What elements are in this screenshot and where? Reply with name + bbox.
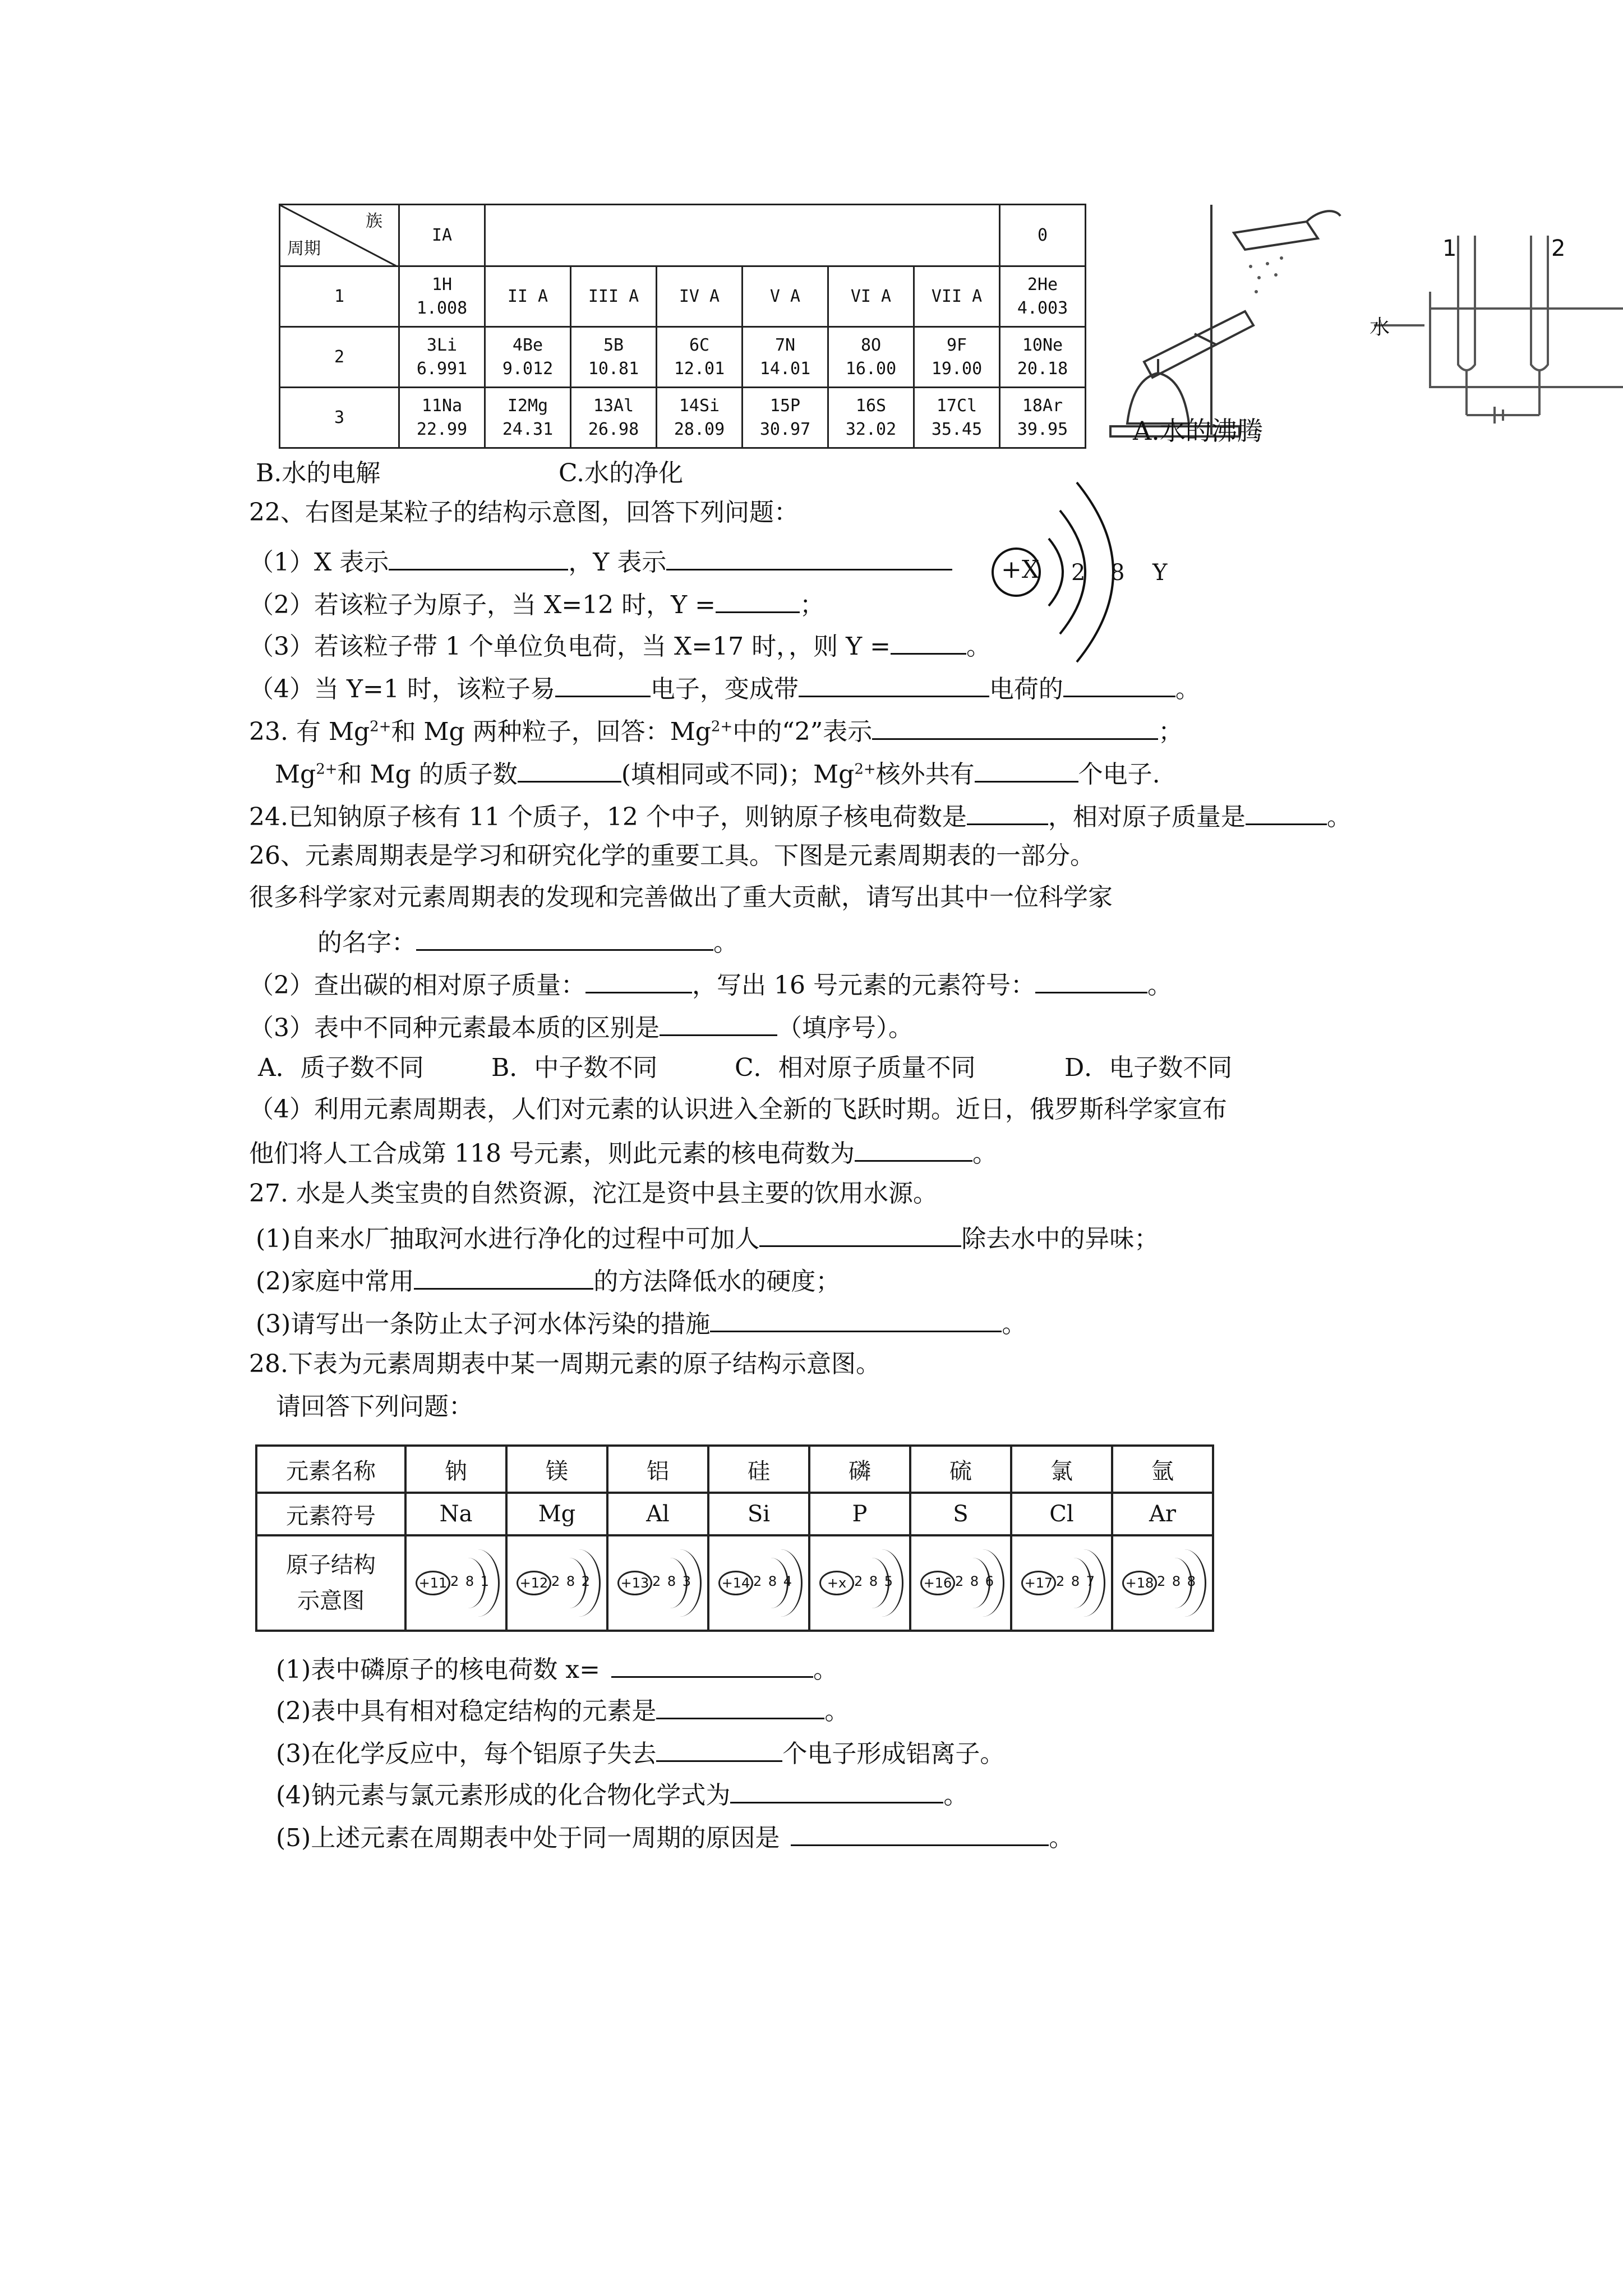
answer-blank[interactable] [1035,967,1147,993]
structure-row [256,1535,1213,1631]
q28-part2: (2)表中具有相对稳定结构的元素是 。 [276,1693,849,1727]
q22-part2: （2）若该粒子为原子，当 X=12 时，Y = ； [249,587,824,621]
answer-blank[interactable] [518,756,621,783]
element-name: 铝 [607,1446,708,1493]
answer-blank[interactable] [891,628,966,655]
q27-part1: (1)自来水厂抽取河水进行净化的过程中可加人 除去水中的异味； [256,1221,1159,1255]
shell-2-count: 8 [1110,560,1125,586]
element-cell: 18Ar 39.95 [1000,388,1086,448]
answer-blank[interactable] [710,1306,1002,1332]
element-cell: 4Be 9.012 [485,327,571,388]
answer-blank[interactable] [975,756,1078,783]
row-header: 元素名称 [256,1446,405,1493]
period-label: 3 [280,388,399,448]
tube-2-label: 2 [1551,236,1566,261]
shell-3-count: Y [1152,560,1168,586]
electrolysis-apparatus-figure [1368,224,1623,438]
q24-line: 24.已知钠原子核有 11 个质子，12 个中子，则钠原子核电荷数是 ，相对原子质量是 。 [249,799,1352,833]
element-cell: 8O 16.00 [828,327,914,388]
q26-title: 26、元素周期表是学习和研究化学的重要工具。下图是元素周期表的一部分。 [249,841,1095,870]
structure-cell [1112,1535,1213,1631]
period-row [280,266,1086,327]
element-symbol: Ar [1112,1493,1213,1535]
row-header: 原子结构 示意图 [256,1535,405,1631]
element-symbol: P [809,1493,910,1535]
element-name-row [256,1446,1213,1493]
q27-part2: (2)家庭中常用 的方法降低水的硬度； [256,1263,840,1297]
element-cell: 11Na 22.99 [399,388,485,448]
option-d: D．电子数不同 [1064,1053,1233,1082]
element-symbol-row [256,1493,1213,1535]
answer-blank[interactable] [414,1263,593,1290]
option-c: C．相对原子质量不同 [735,1053,976,1082]
corner-group-label: 族 [366,211,382,231]
group-header-zero: 0 [1000,205,1086,266]
atom-mini-diagram: +14 2 8 4 [714,1547,804,1619]
answer-blank[interactable] [791,1820,1049,1846]
electrolysis-caption: B.水的电解 [256,459,381,487]
group-cell: VI A [828,266,914,327]
q28-title: 28.下表为元素周期表中某一周期元素的原子结构示意图。 [249,1350,880,1378]
water-label: 水 [1370,316,1390,339]
answer-blank[interactable] [555,671,651,697]
group-header-ia: IA [399,205,485,266]
answer-blank[interactable] [660,1010,777,1036]
q26-part4-line2: 他们将人工合成第 118 号元素，则此元素的核电荷数为 。 [249,1135,997,1170]
answer-blank[interactable] [872,714,1158,740]
q26-part2: （2）查出碳的相对原子质量： ，写出 16 号元素的元素符号： 。 [249,967,1172,1001]
q22-part4: （4）当 Y=1 时，该粒子易 电子，变成带 电荷的 。 [249,671,1200,705]
option-b: B．中子数不同 [491,1053,658,1082]
structure-cell [607,1535,708,1631]
element-cell: 14Si 28.09 [657,388,743,448]
period-label: 2 [280,327,399,388]
atom-mini-diagram: +18 2 8 8 [1118,1547,1207,1619]
element-symbol: Cl [1011,1493,1112,1535]
element-cell: 9F 19.00 [914,327,1000,388]
boiling-caption: A.水的沸腾 [1133,416,1263,446]
element-cell: 15P 30.97 [743,388,828,448]
answer-blank[interactable] [1063,671,1175,697]
answer-blank[interactable] [656,1736,782,1762]
q28-part5: (5)上述元素在周期表中处于同一周期的原因是 。 [276,1820,1073,1854]
element-name: 氩 [1112,1446,1213,1493]
periodic-table [279,204,1086,449]
q26-line2: 很多科学家对元素周期表的发现和完善做出了重大贡献，请写出其中一位科学家 [249,883,1113,912]
q22-part3: （3）若该粒子带 1 个单位负电荷，当 X=17 时，，则 Y = 。 [249,628,991,662]
structure-cell [506,1535,607,1631]
group-cell: VII A [914,266,1000,327]
structure-cell [708,1535,809,1631]
element-name: 硅 [708,1446,809,1493]
element-cell: 2He 4.003 [1000,266,1086,327]
q27-part3: (3)请写出一条防止太子河水体污染的措施 。 [256,1306,1026,1340]
answer-blank[interactable] [585,967,692,993]
period-label: 1 [280,266,399,327]
element-cell: 7N 14.01 [743,327,828,388]
period-row [280,327,1086,388]
answer-blank[interactable] [416,924,713,951]
group-cell: IV A [657,266,743,327]
element-name: 磷 [809,1446,910,1493]
element-cell: 13Al 26.98 [571,388,657,448]
element-cell: 6C 12.01 [657,327,743,388]
atom-mini-diagram: +11 2 8 1 [411,1547,501,1619]
element-name: 硫 [910,1446,1011,1493]
period-row [280,388,1086,448]
answer-blank[interactable] [716,587,800,613]
row-header: 元素符号 [256,1493,405,1535]
group-cell: III A [571,266,657,327]
answer-blank[interactable] [967,799,1048,825]
group-cell: II A [485,266,571,327]
element-cell: I2Mg 24.31 [485,388,571,448]
answer-blank[interactable] [855,1135,972,1162]
answer-blank[interactable] [759,1221,961,1247]
q22-part1: （1）X 表示 ，Y 表示 [249,544,952,578]
q23-line1: 23. 有 $Mg^{2+}$和 Mg 两种粒子，回答：$Mg^{2+}$中的“2”表示 ； [249,714,1183,748]
answer-blank[interactable] [666,544,952,570]
group-header-blank [485,205,1000,266]
answer-blank[interactable] [611,1651,813,1678]
element-name: 镁 [506,1446,607,1493]
answer-blank[interactable] [799,671,989,697]
element-symbol: Na [405,1493,506,1535]
element-symbol: Al [607,1493,708,1535]
atomic-structure-table [255,1444,1214,1632]
element-cell: 17Cl 35.45 [914,388,1000,448]
table-corner-cell [280,205,399,266]
element-cell: 10Ne 20.18 [1000,327,1086,388]
structure-cell [405,1535,506,1631]
atom-mini-diagram: +16 2 8 6 [916,1547,1006,1619]
answer-blank[interactable] [656,1693,824,1719]
element-symbol: Mg [506,1493,607,1535]
atom-mini-diagram: +12 2 8 2 [512,1547,602,1619]
boiling-apparatus-figure [1105,199,1346,440]
q27-title: 27. 水是人类宝贵的自然资源，沱江是资中县主要的饮用水源。 [249,1179,938,1208]
element-name: 氯 [1011,1446,1112,1493]
q28-subtitle: 请回答下列问题： [276,1392,473,1421]
answer-blank[interactable] [389,544,568,570]
atom-mini-diagram: +x 2 8 5 [815,1547,905,1619]
structure-cell [910,1535,1011,1631]
element-symbol: S [910,1493,1011,1535]
answer-blank[interactable] [730,1777,943,1803]
element-cell: 5B 10.81 [571,327,657,388]
element-symbol: Si [708,1493,809,1535]
corner-period-label: 周期 [287,239,321,259]
answer-blank[interactable] [1246,799,1327,825]
nucleus-label: +X [1001,555,1040,584]
atom-mini-diagram: +13 2 8 3 [613,1547,703,1619]
atom-mini-diagram: +17 2 8 7 [1017,1547,1106,1619]
q28-part4: (4)钠元素与氯元素形成的化合物化学式为 。 [276,1777,968,1811]
shell-1-count: 2 [1071,560,1086,586]
q22-title: 22、右图是某粒子的结构示意图，回答下列问题： [249,498,799,527]
element-cell: 16S 32.02 [828,388,914,448]
q28-part3: (3)在化学反应中，每个铝原子失去 个电子形成铝离子。 [276,1736,1004,1770]
element-cell: 1H 1.008 [399,266,485,327]
element-name: 钠 [405,1446,506,1493]
q26-line3: 的名字： 。 [317,924,738,959]
q28-part1: (1)表中磷原子的核电荷数 x= 。 [276,1651,838,1686]
structure-cell [1011,1535,1112,1631]
purification-caption: C.水的净化 [559,459,684,487]
tube-1-label: 1 [1442,236,1457,261]
option-a: A．质子数不同 [258,1053,424,1082]
group-cell: V A [743,266,828,327]
q26-part3: （3）表中不同种元素最本质的区别是 （填序号）。 [249,1010,913,1044]
element-cell: 3Li 6.991 [399,327,485,388]
q23-line2: $Mg^{2+}$和 Mg 的质子数 (填相同或不同)；$Mg^{2+}$核外共有 个电子. [275,756,1160,790]
structure-cell [809,1535,910,1631]
q26-part4: （4）利用元素周期表，人们对元素的认识进入全新的飞跃时期。近日，俄罗斯科学家宣布 [249,1095,1227,1124]
